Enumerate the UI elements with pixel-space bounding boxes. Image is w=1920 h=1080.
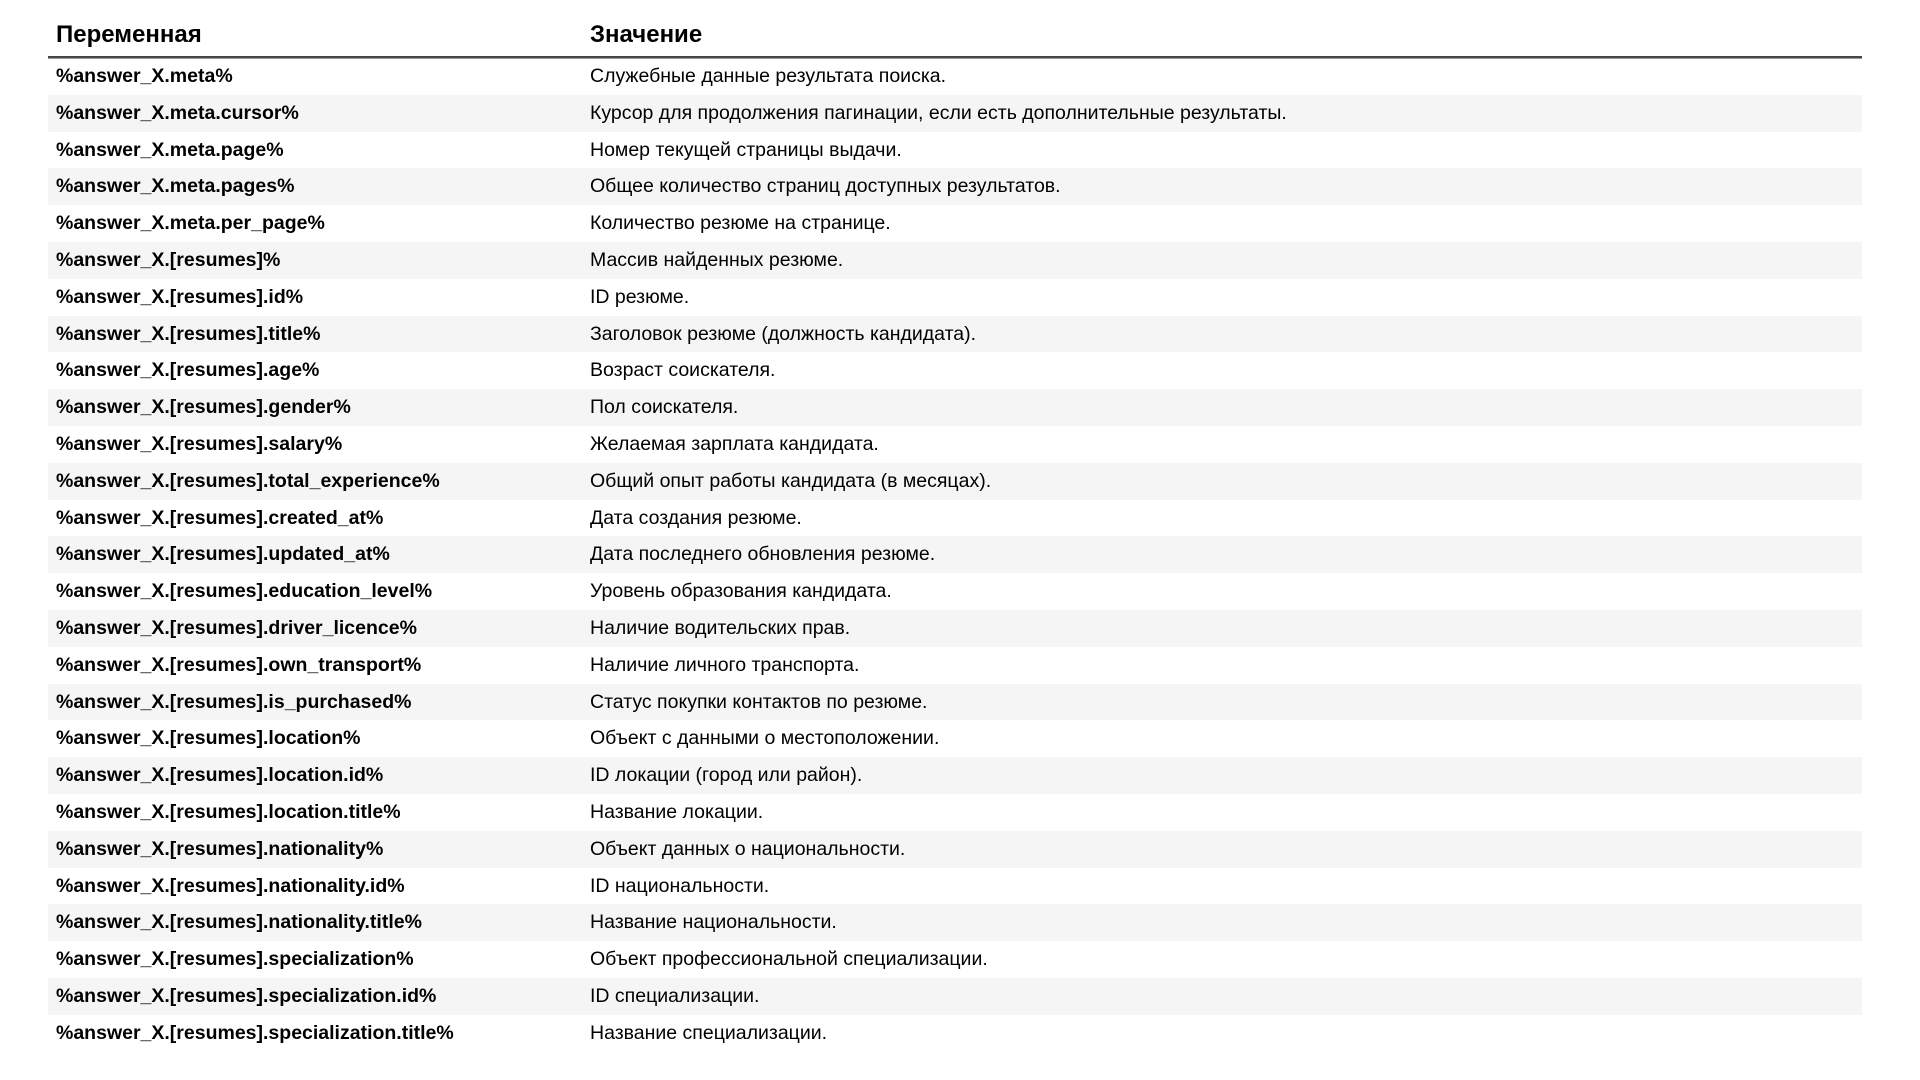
variable-cell: %answer_X.meta.per_page%: [56, 212, 325, 235]
table-header-row: [48, 18, 1862, 58]
value-cell: Уровень образования кандидата.: [590, 580, 892, 603]
variable-cell: %answer_X.meta.pages%: [56, 175, 295, 198]
table-row: [48, 168, 1862, 205]
value-cell: Название национальности.: [590, 911, 837, 934]
value-cell: Объект с данными о местоположении.: [590, 727, 940, 750]
value-cell: Дата создания резюме.: [590, 506, 802, 529]
value-cell: Пол соискателя.: [590, 396, 739, 419]
value-cell: Общий опыт работы кандидата (в месяцах).: [590, 469, 992, 492]
value-cell: ID резюме.: [590, 285, 690, 308]
variable-cell: %answer_X.[resumes].created_at%: [56, 506, 384, 529]
variable-cell: %answer_X.[resumes].nationality.title%: [56, 911, 422, 934]
value-cell: Наличие личного транспорта.: [590, 653, 860, 676]
variable-cell: %answer_X.[resumes].education_level%: [56, 580, 433, 603]
value-cell: Название локации.: [590, 800, 764, 823]
table-row: [48, 573, 1862, 610]
table-row: [48, 389, 1862, 426]
value-cell: Служебные данные результата поиска.: [590, 65, 947, 87]
value-cell: ID специализации.: [590, 984, 760, 1007]
table-row: [48, 941, 1862, 978]
value-cell: Заголовок резюме (должность кандидата).: [590, 322, 977, 345]
variable-cell: %answer_X.[resumes].nationality.id%: [56, 874, 405, 897]
value-cell: ID национальности.: [590, 874, 770, 897]
variable-cell: %answer_X.[resumes].age%: [56, 359, 320, 382]
table-row: [48, 720, 1862, 757]
variable-cell: %answer_X.[resumes]%: [56, 248, 281, 271]
value-cell: Массив найденных резюме.: [590, 248, 844, 271]
table-row: [48, 426, 1862, 463]
variable-cell: %answer_X.[resumes].gender%: [56, 396, 351, 419]
table-row: [48, 316, 1862, 353]
variable-cell: %answer_X.[resumes].title%: [56, 322, 321, 345]
table-row: [48, 536, 1862, 573]
table-row: [48, 794, 1862, 831]
variable-cell: %answer_X.[resumes].salary%: [56, 432, 343, 455]
value-cell: Наличие водительских прав.: [590, 616, 851, 639]
value-cell: Дата последнего обновления резюме.: [590, 543, 936, 566]
table-row: [48, 205, 1862, 242]
table-body: [48, 58, 1862, 1052]
value-cell: Статус покупки контактов по резюме.: [590, 690, 928, 713]
variable-cell: %answer_X.[resumes].own_transport%: [56, 653, 422, 676]
table-row: [48, 647, 1862, 684]
table-row: [48, 58, 1862, 95]
value-cell: Объект данных о национальности.: [590, 837, 906, 860]
table-row: [48, 610, 1862, 647]
variable-cell: %answer_X.[resumes].updated_at%: [56, 543, 390, 566]
variable-cell: %answer_X.[resumes].location%: [56, 727, 361, 750]
table-row: [48, 95, 1862, 132]
table-row: [48, 978, 1862, 1015]
table-row: [48, 868, 1862, 905]
table-row: [48, 500, 1862, 537]
table-row: [48, 831, 1862, 868]
value-cell: Номер текущей страницы выдачи.: [590, 138, 902, 161]
variable-cell: %answer_X.meta%: [56, 65, 233, 87]
value-cell: Желаемая зарплата кандидата.: [590, 432, 879, 455]
value-cell: Курсор для продолжения пагинации, если есть дополнительные результаты.: [590, 101, 1287, 124]
variable-cell: %answer_X.[resumes].nationality%: [56, 837, 384, 860]
table-row: [48, 279, 1862, 316]
value-cell: Название специализации.: [590, 1021, 828, 1044]
variable-cell: %answer_X.[resumes].id%: [56, 285, 304, 308]
variable-cell: %answer_X.[resumes].location.title%: [56, 800, 401, 823]
variable-cell: %answer_X.meta.page%: [56, 138, 284, 161]
column-header-value: Значение: [590, 21, 703, 48]
variables-reference-table: [48, 18, 1862, 1052]
variable-cell: %answer_X.[resumes].is_purchased%: [56, 690, 412, 713]
variable-cell: %answer_X.[resumes].total_experience%: [56, 469, 440, 492]
table-row: [48, 757, 1862, 794]
variable-cell: %answer_X.[resumes].specialization%: [56, 948, 414, 971]
value-cell: ID локации (город или район).: [590, 764, 863, 787]
value-cell: Возраст соискателя.: [590, 359, 776, 382]
variable-cell: %answer_X.[resumes].specialization.id%: [56, 984, 437, 1007]
table-row: [48, 684, 1862, 721]
table-row: [48, 132, 1862, 169]
table-row: [48, 904, 1862, 941]
value-cell: Общее количество страниц доступных результатов.: [590, 175, 1061, 198]
variable-cell: %answer_X.[resumes].specialization.title%: [56, 1021, 454, 1044]
value-cell: Объект профессиональной специализации.: [590, 948, 988, 971]
column-header-variable: Переменная: [56, 21, 202, 48]
value-cell: Количество резюме на странице.: [590, 212, 891, 235]
table-row: [48, 1015, 1862, 1052]
variable-cell: %answer_X.[resumes].location.id%: [56, 764, 384, 787]
table-row: [48, 352, 1862, 389]
table-row: [48, 242, 1862, 279]
variable-cell: %answer_X.[resumes].driver_licence%: [56, 616, 417, 639]
table-row: [48, 463, 1862, 500]
variable-cell: %answer_X.meta.cursor%: [56, 101, 299, 124]
